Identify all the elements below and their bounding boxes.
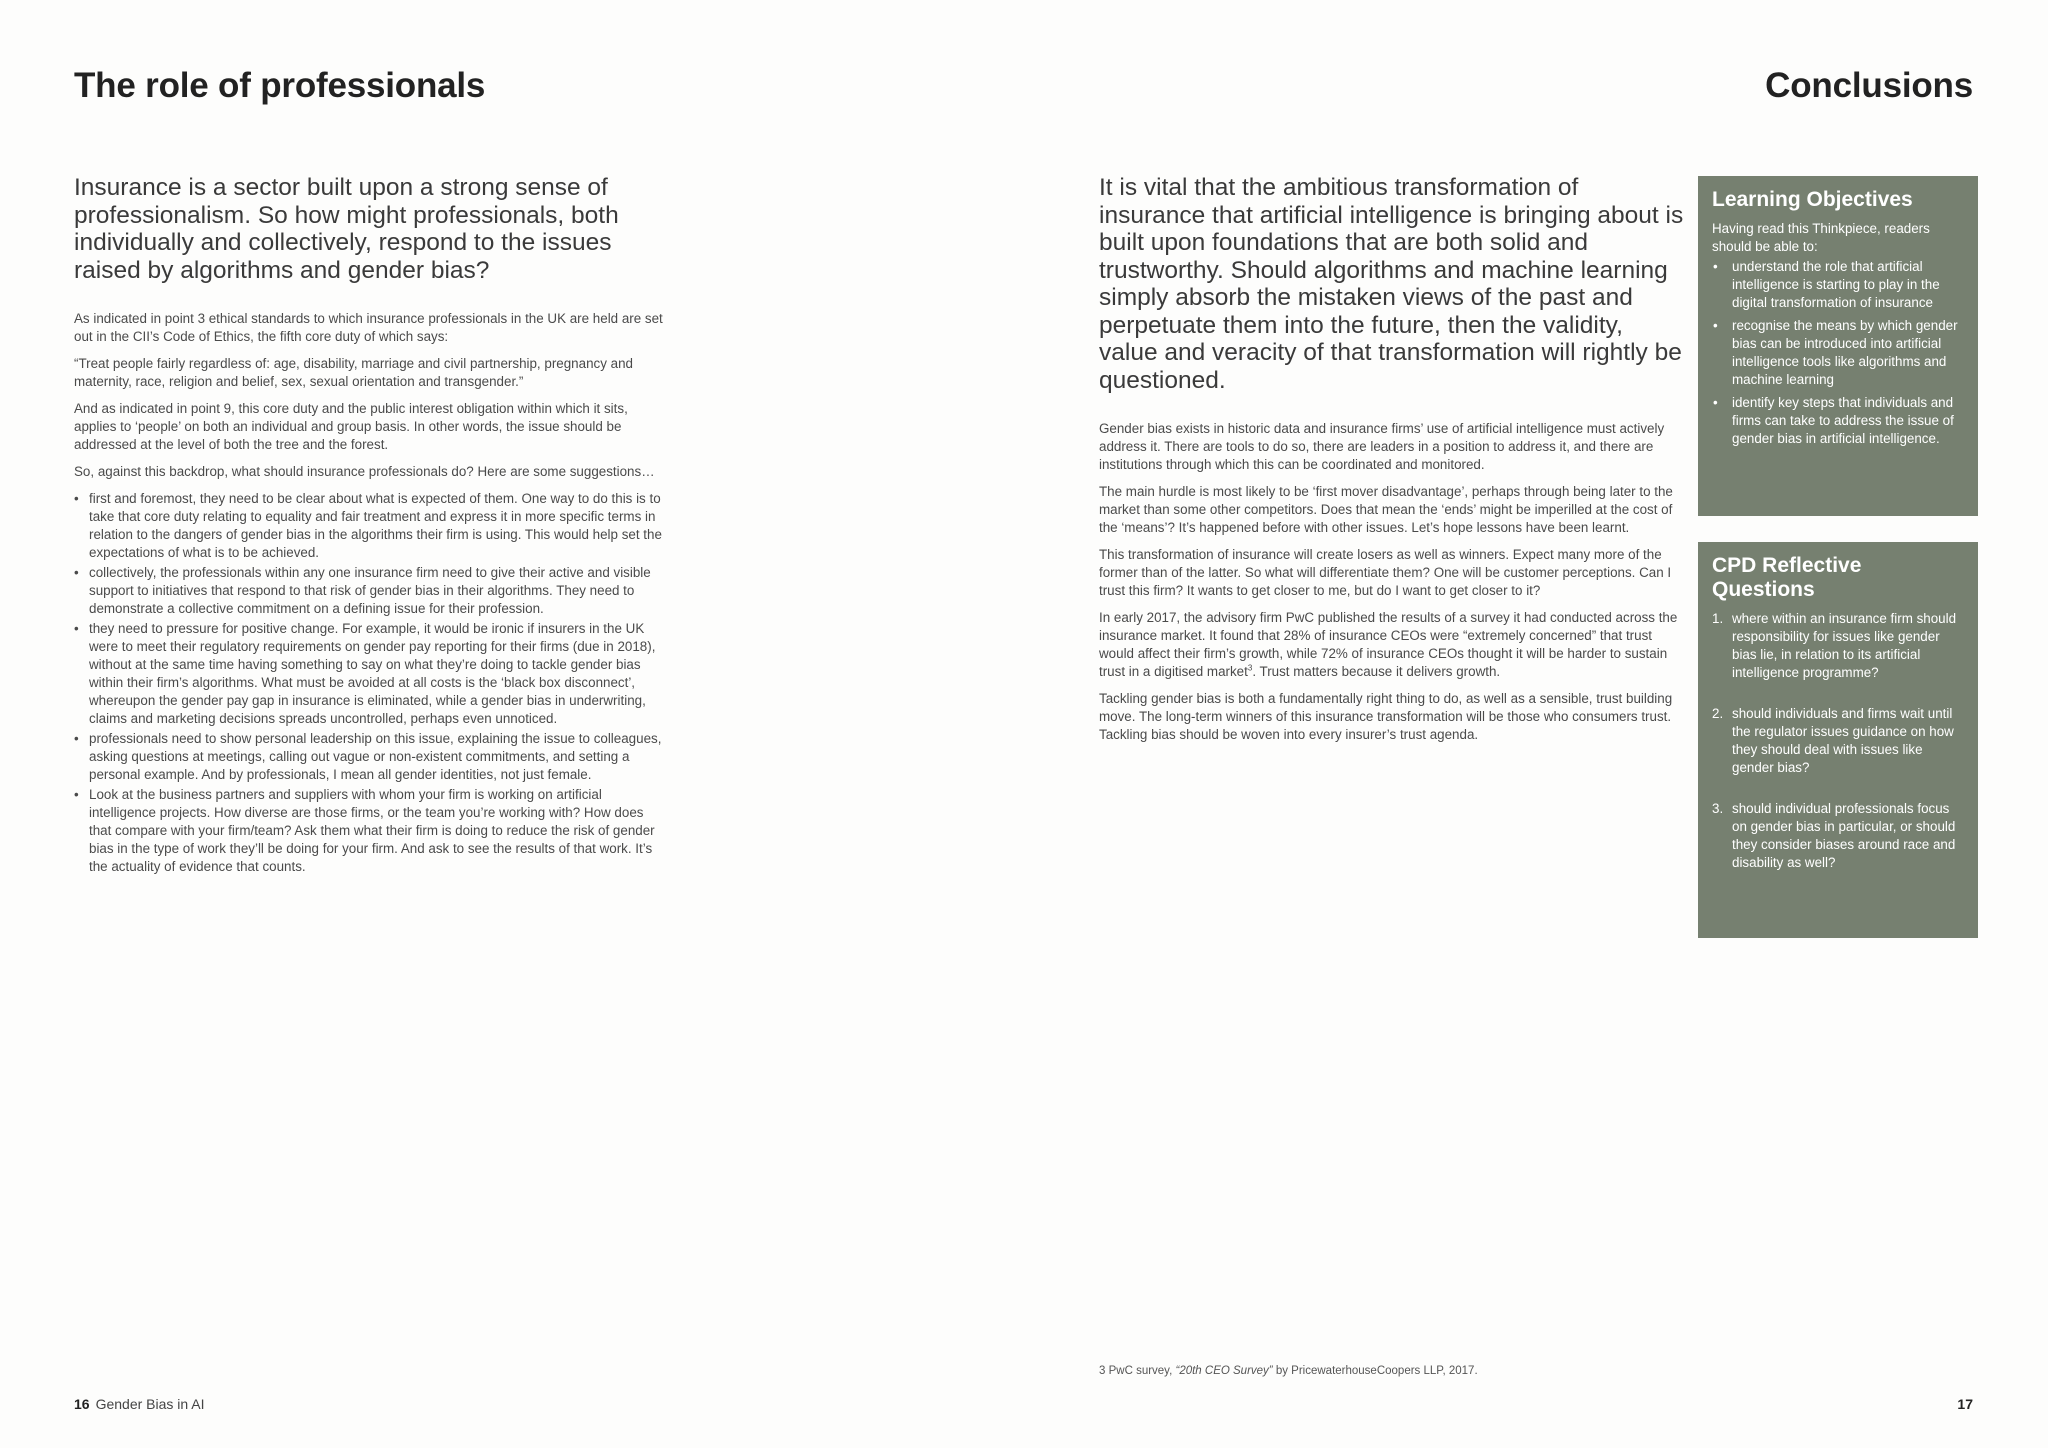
question-number: 3.	[1712, 801, 1724, 816]
pwc-paragraph	[1099, 609, 1689, 681]
footnote-suffix: by PricewaterhouseCoopers LLP, 2017.	[1272, 1365, 1478, 1377]
intro-lead-left: Insurance is a sector built upon a strong sense of professionalism. So how might professionals, both individually and collectively, respond to the issues raised by algorithms and gender bias?	[74, 174, 619, 284]
quote-paragraph: “Treat people fairly regardless of: age, disability, marriage and civil partnership, pregnancy and maternity, race, religion and belief, sex, sexual orientation and transgender.”	[74, 356, 633, 389]
cpd-questions-list	[1712, 610, 1964, 872]
list-item: • they need to pressure for positive change. For example, it would be ironic if insurers in the UK were to meet their regulatory requirements on gender pay reporting for their firms (due in 2018), without at the same time having something to say on what they’re doing to tackle gender bias within their firm’s algorithms. What must be avoided at all costs is the ‘black box disconnect’, whereupon the gender pay gap in insurance is eliminated, while a gender bias in underwriting, claims and marketing decisions spreads uncontrolled, perhaps even unnoticed.	[74, 620, 664, 728]
list-item: • understand the role that artificial intelligence is starting to play in the digital transformation of insurance	[1712, 258, 1964, 312]
question-text: where within an insurance firm should responsibility for issues like gender bias lie, in relation to its artificial intelligence programme?	[1732, 611, 1957, 680]
body-column-left	[74, 310, 664, 878]
publication-title: Gender Bias in AI	[95, 1396, 205, 1412]
cpd-questions-title: CPD Reflective Questions	[1712, 554, 1862, 601]
learning-objectives-title: Learning Objectives	[1712, 188, 1913, 211]
list-item: • first and foremost, they need to be clear about what is expected of them. One way to do this is to take that core duty relating to equality and fair treatment and express it in more specific terms in relation to the dangers of gender bias in the algorithms their firm is using. This would help set the expectations of what is to be achieved.	[74, 490, 664, 562]
learning-objectives-list	[1712, 258, 1964, 448]
paragraph: The main hurdle is most likely to be ‘first mover disadvantage’, perhaps through being later to the market than some other competitors. Does that mean the ‘ends’ might be imperilled at the cost of the ‘means’? It’s happened before with other issues. Let’s hope lessons have been learnt.	[1099, 484, 1673, 535]
list-item	[1712, 800, 1964, 872]
page-title-left: The role of professionals	[74, 66, 486, 105]
page-title-right: Conclusions	[1765, 66, 1973, 105]
list-item: • recognise the means by which gender bias can be introduced into artificial intelligence tools like algorithms and machine learning	[1712, 317, 1964, 389]
footnote	[1099, 1365, 1478, 1377]
pwc-text-end: . Trust matters because it delivers growth.	[1252, 664, 1501, 679]
footnote-prefix: 3 PwC survey,	[1099, 1365, 1176, 1377]
page-number-left: 16	[74, 1396, 90, 1412]
list-item: • professionals need to show personal leadership on this issue, explaining the issue to colleagues, asking questions at meetings, calling out vague or non-existent commitments, and setting a personal example. And by professionals, I mean all gender identities, not just female.	[74, 730, 664, 784]
footnote-ref: 3	[1247, 663, 1253, 673]
paragraph: And as indicated in point 9, this core duty and the public interest obligation within which it sits, applies to ‘people’ on both an individual and group basis. In other words, the issue should be addressed at the level of both the tree and the forest.	[74, 401, 628, 452]
question-text: should individual professionals focus on gender bias in particular, or should they consider biases around race and disability as well?	[1732, 801, 1956, 870]
learning-objectives-intro: Having read this Thinkpiece, readers should be able to:	[1712, 221, 1930, 254]
paragraph: So, against this backdrop, what should insurance professionals do? Here are some suggestions…	[74, 464, 655, 479]
intro-lead-right: It is vital that the ambitious transformation of insurance that artificial intelligence is bringing about is built upon foundations that are both solid and trustworthy. Should algorithms and machine learning simply absorb the mistaken views of the past and perpetuate them into the future, then the validity, value and veracity of that transformation will rightly be questioned.	[1099, 174, 1684, 394]
paragraph: Tackling gender bias is both a fundamentally right thing to do, as well as a sensible, trust building move. The long-term winners of this insurance transformation will be those who consumers trust. Tackling bias should be woven into every insurer’s trust agenda.	[1099, 691, 1673, 742]
paragraph: As indicated in point 3 ethical standards to which insurance professionals in the UK are held are set out in the CII’s Code of Ethics, the fifth core duty of which says:	[74, 311, 663, 344]
question-text: should individuals and firms wait until the regulator issues guidance on how they should deal with issues like gender bias?	[1732, 706, 1954, 775]
cpd-questions-box	[1698, 542, 1978, 938]
list-item: • identify key steps that individuals and firms can take to address the issue of gender bias in artificial intelligence.	[1712, 394, 1964, 448]
page-number-right: 17	[1957, 1396, 1973, 1412]
list-item: • collectively, the professionals within any one insurance firm need to give their active and visible support to initiatives that respond to that risk of gender bias in their algorithms. They need to demonstrate a collective commitment on a defining issue for their profession.	[74, 564, 664, 618]
question-number: 2.	[1712, 706, 1724, 721]
pwc-text: In early 2017, the advisory firm PwC published the results of a survey it had conducted across the insurance market. It found that 28% of insurance CEOs were “extremely concerned” that trust would affect their firm’s growth, while 72% of insurance CEOs thought it will be harder to sustain trust in a digitised market	[1099, 610, 1678, 679]
question-number: 1.	[1712, 611, 1724, 626]
suggestions-list	[74, 490, 664, 876]
paragraph: Gender bias exists in historic data and insurance firms’ use of artificial intelligence must actively address it. There are tools to do so, there are leaders in a position to address it, and there are institutions through which this can be coordinated and monitored.	[1099, 421, 1665, 472]
paragraph: This transformation of insurance will create losers as well as winners. Expect many more of the former than of the latter. So what will differentiate them? One will be customer perceptions. Can I trust this firm? It wants to get closer to me, but do I want to get closer to it?	[1099, 547, 1672, 598]
learning-objectives-box	[1698, 176, 1978, 516]
list-item	[1712, 610, 1964, 682]
list-item: • Look at the business partners and suppliers with whom your firm is working on artificial intelligence projects. How diverse are those firms, or the team you’re working with? How does that compare with your firm/team? Ask them what their firm is doing to reduce the risk of gender bias in the type of work they’ll be doing for your firm. And ask to see the results of that work. It’s the actuality of evidence that counts.	[74, 786, 664, 876]
footnote-source-title: “20th CEO Survey”	[1175, 1365, 1273, 1377]
body-column-right	[1099, 420, 1689, 753]
footer-left	[74, 1396, 205, 1412]
list-item	[1712, 705, 1964, 777]
